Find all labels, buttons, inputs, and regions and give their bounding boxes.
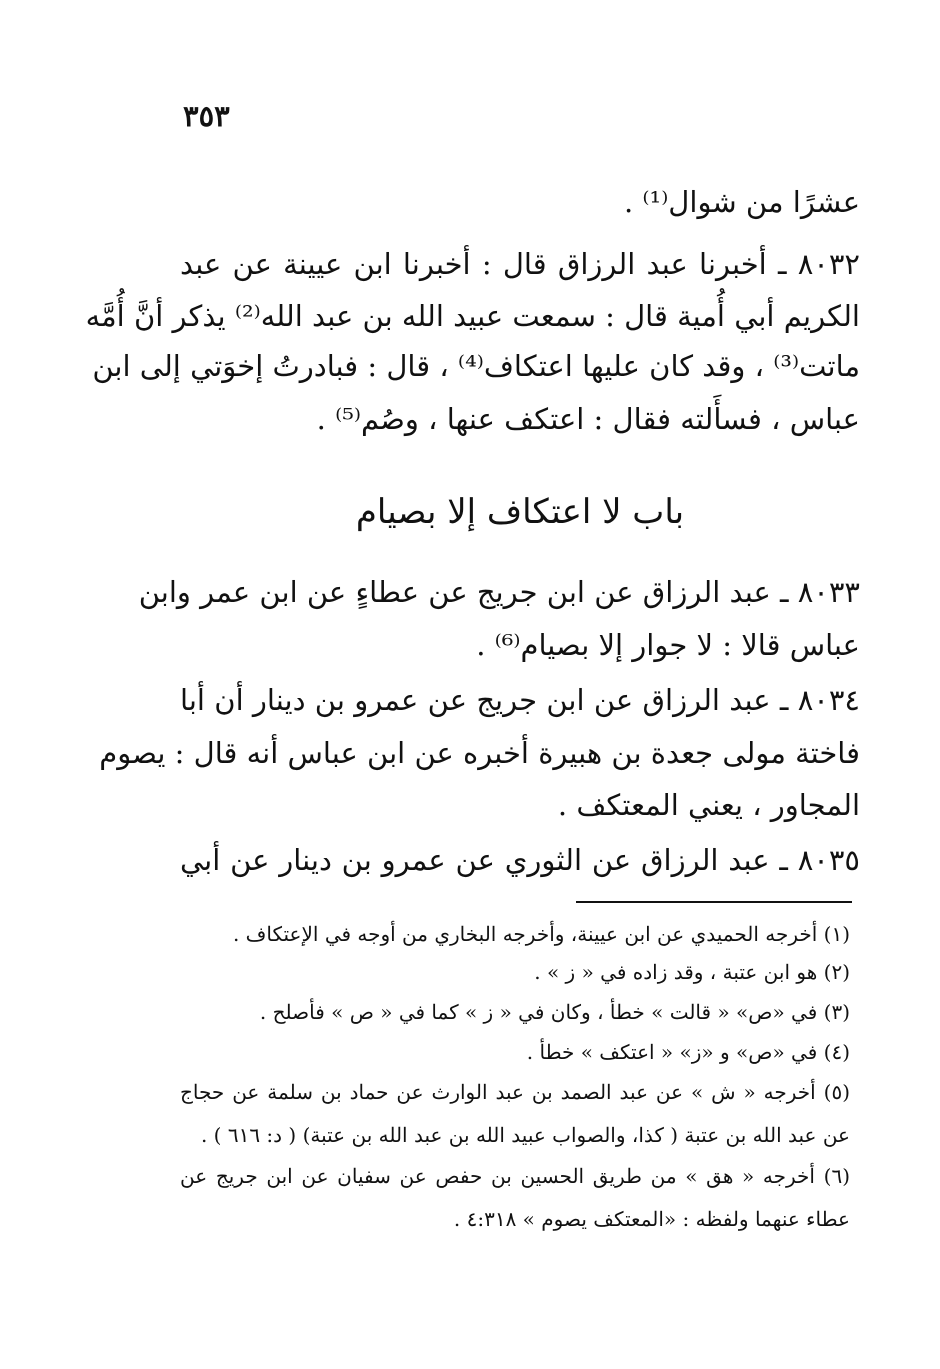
- footnote: (٤) في «ص» و «ز» « اعتكف » خطأ .: [526, 1040, 850, 1064]
- footnote-continuation: عن عبد الله بن عتبة ( كذا، والصواب عبيد الله بن عبد الله بن عتبة) ( د: ٦١٦ ) .: [200, 1123, 850, 1147]
- body-line: المجاور ، يعني المعتكف .: [557, 788, 860, 822]
- footnote: (٢) هو ابن عتبة ، وقد زاده في « ز » .: [534, 960, 850, 984]
- body-line: الكريم أبي أُمية قال : سمعت عبيد الله بن عبد الله⁽²⁾ يذكر أنَّ أُمَّه: [85, 299, 860, 333]
- body-line: عباس ، فسأَلته فقال : اعتكف عنها ، وصُم⁽⁵⁾ .: [316, 402, 860, 436]
- chapter-heading: باب لا اعتكاف إلا بصيام: [355, 492, 685, 532]
- footnote-continuation: عطاء عنهما ولفظه : «المعتكف يصوم » ٤:٣١٨ .: [453, 1207, 850, 1231]
- body-line: ٨٠٣٥ ـ عبد الرزاق عن الثوري عن عمرو بن دينار عن أبي: [180, 843, 860, 877]
- footnote: (٥) أخرجه « ش » عن عبد الصمد بن عبد الوارث عن حماد بن سلمة عن حجاج: [180, 1080, 850, 1104]
- body-line: عباس قالا : لا جوار إلا بصيام⁽⁶⁾ .: [476, 628, 860, 662]
- footnote: (٣) في «ص» « قالت » خطأ ، وكان في « ز » كما في « ص » فأصلح .: [259, 1000, 850, 1024]
- page-number: ٣٥٣: [183, 99, 230, 133]
- body-line: ٨٠٣٤ ـ عبد الرزاق عن ابن جريج عن عمرو بن دينار أن أبا: [180, 683, 860, 717]
- body-line: ٨٠٣٣ ـ عبد الرزاق عن ابن جريج عن عطاءٍ عن ابن عمر وابن: [138, 575, 860, 609]
- footnote-divider: [576, 901, 852, 903]
- footnote: (١) أخرجه الحميدي عن ابن عيينة، وأخرجه البخاري من أوجه في الإعتكاف .: [232, 922, 850, 946]
- body-line: فاختة مولى جعدة بن هبيرة أخبره عن ابن عباس أنه قال : يصوم: [99, 736, 860, 770]
- body-line: ماتت⁽³⁾ ، وقد كان عليها اعتكاف⁽⁴⁾ ، قال : فبادرتُ إخوَتي إلى ابن: [92, 349, 860, 383]
- body-line: عشرًا من شوال⁽¹⁾ .: [623, 185, 860, 219]
- footnote: (٦) أخرجه « هق » من طريق الحسين بن حفص عن سفيان عن ابن جريج عن: [180, 1164, 850, 1188]
- body-line: ٨٠٣٢ ـ أخبرنا عبد الرزاق قال : أخبرنا ابن عيينة عن عبد: [180, 247, 860, 281]
